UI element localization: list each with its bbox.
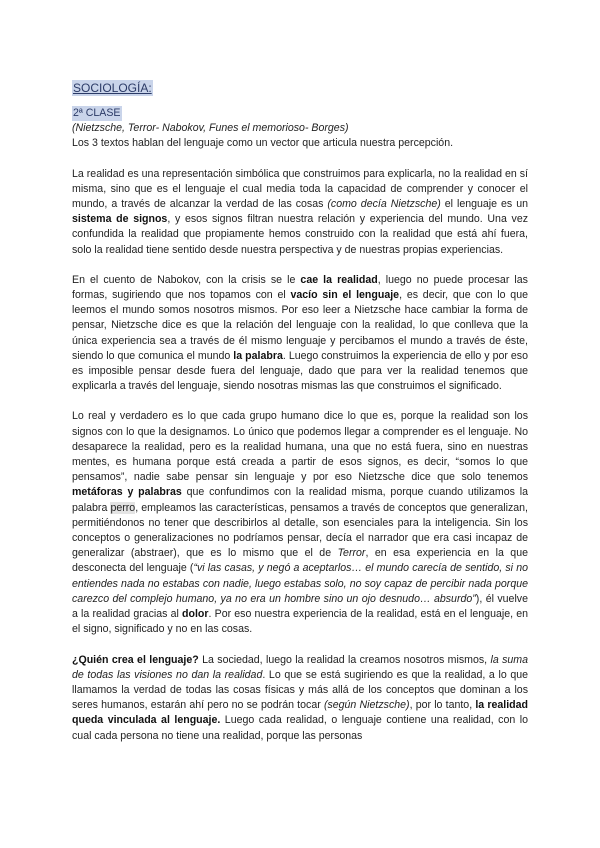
title-row xyxy=(72,80,528,106)
question-heading: ¿Quién crea el lenguaje? xyxy=(72,653,199,666)
highlighted-word: perro xyxy=(110,501,136,514)
bold-term: sistema de signos xyxy=(72,213,168,226)
bold-term: cae la realidad xyxy=(300,273,378,286)
paragraph-2: En el cuento de Nabokov, con la crisis se le cae la realidad, luego no puede procesar las formas, sugiriendo que nos topamos con el vacío sin el lenguaje, es decir, que con lo que leemos el mundo somos nosotros mismos. Por eso leer a Nietzsche hace cambiar la forma de pensar, Nietzsche dice es que la relación del lenguaje con la realidad, lo que conlleva que la única experiencia sea a través de él mismo lenguaje y percibamos el mundo a través de éste, siendo lo que comunica el mundo la palabra. Luego construimos la experiencia de ello y por eso es imposible pensar desde fuera del lenguaje, dado que para ver la realidad tenemos que explicarla a través del lenguaje, siendo nosotras mismas las que construimos el significado. xyxy=(72,273,528,393)
intro-text: Los 3 textos hablan del lenguaje como un vector que articula nuestra percepción. xyxy=(72,137,454,150)
bold-term: metáforas y palabras xyxy=(72,486,182,499)
page-title: SOCIOLOGÍA: xyxy=(73,81,152,95)
class-header xyxy=(72,106,528,152)
bold-term: dolor xyxy=(182,608,209,621)
paragraph-1: La realidad es una representación simbólica que construimos para explicarla, no la realidad en sí misma, sino que es el lenguaje el cual media toda la capacidad de comprender y conocer el mundo, a través de alcanzar la verdad de las cosas (como decía Nietzsche) el lenguaje es un sistema de signos, y esos signos filtran nuestra relación y experiencia del mundo. Una vez confundida la realidad que propiamente hemos construido con la realidad que está ahí fuera, solo la realidad tiene sentido desde nuestra perspectiva y de nuestras propias experiencias. xyxy=(72,167,529,256)
paragraph-3: Lo real y verdadero es lo que cada grupo humano dice lo que es, porque la realidad son los signos con lo que la designamos. Lo único que podemos llegar a comprender es el lenguaje. No desaparece la realidad, pero es la realidad humana, una que no está fuera, sino en nuestras mentes, es humana porque está creada a partir de esos signos, es decir, “somos lo que pensamos”, nadie sabe pensar sin lenguaje y por eso Nietzsche dice que solo tenemos metáforas y palabras que confundimos con la realidad misma, porque cuando utilizamos la palabra perro, empleamos las características, pensamos a través de conceptos que generalizan, permitiéndonos no tener que describirlos al detalle, son esenciales para la inteligencia. Sin los conceptos o generalizaciones no podríamos pensar, decía el narrador que era casi incapaz de generalizar (abstraer), que es lo mismo que el de Terror, en esa experiencia en la que desconecta del lenguaje (“vi las casas, y negó a aceptarlos… el mundo carecía de sentido, si no entiendes nada no estabas con nadie, luego estabas solo, no soy capaz de percibir nada porque carezco del complejo humano, ya no era un hombre sino un ojo desnudo… absurdo”), él vuelve a la realidad gracias al dolor. Por eso nuestra experiencia de la realidad, está en el lenguaje, en el signo, significado y no en las cosas. xyxy=(72,410,528,636)
document-body xyxy=(72,80,528,759)
bold-term: la palabra xyxy=(233,349,283,362)
paragraph-4: ¿Quién crea el lenguaje? La sociedad, luego la realidad la creamos nosotros mismos, la suma de todas las visiones no dan la realidad. Lo que se está sugiriendo es que la realidad, a lo que llamamos la verdad de todas las cosas físicas y más allá de los conceptos que dominan a los seres humanos, estarán ahí pero no se podrán tocar (según Nietzsche), por lo tanto, la realidad queda vinculada al lenguaje. Luego cada realidad, o lenguaje contiene una realidad, con lo cual cada persona no tiene una realidad, porque las personas xyxy=(72,653,529,742)
bold-term: vacío sin el lenguaje xyxy=(290,289,400,302)
bold-term: la realidad queda vinculada al lenguaje. xyxy=(72,699,528,727)
quote: “vi las casas, y negó a aceptarlos… el mundo carecía de sentido, si no entiendes nada no estabas con nadie, luego estabas solo, no soy capaz de percibir nada porque carezco del complejo humano, ya no era un hombre sino un ojo desnudo… absurdo” xyxy=(72,562,528,605)
subtitle: (Nietzsche, Terror- Nabokov, Funes el memorioso- Borges) xyxy=(72,122,349,135)
class-label: 2ª CLASE xyxy=(72,106,122,121)
